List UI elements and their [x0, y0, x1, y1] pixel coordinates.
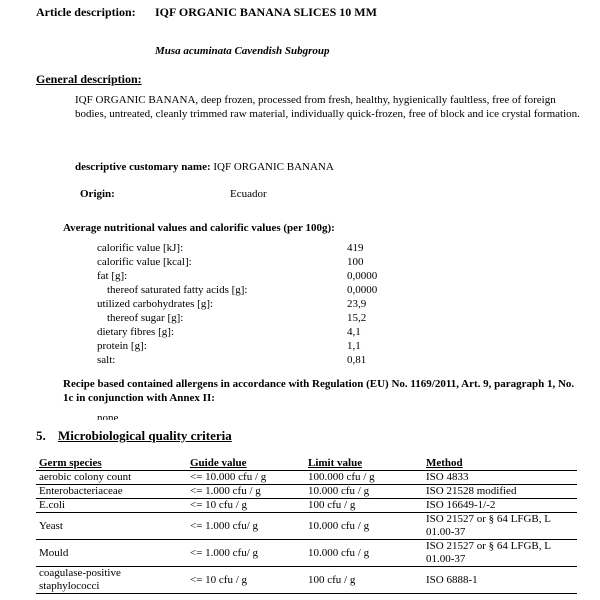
header-guide-value: Guide value — [187, 457, 305, 471]
customary-name — [75, 161, 334, 173]
nutrition-value: 100 — [347, 256, 364, 268]
limit-value-cell: 100 cfu / g — [305, 499, 423, 513]
origin-label: Origin: — [80, 188, 115, 200]
nutrition-label: thereof saturated fatty acids [g]: — [107, 284, 248, 296]
header-method: Method — [423, 457, 577, 471]
nutrition-value: 419 — [347, 242, 364, 254]
germ-species-cell: Enterobacteriaceae — [36, 485, 187, 499]
header-germ-species: Germ species — [36, 457, 187, 471]
nutrition-label: utilized carbohydrates [g]: — [97, 298, 214, 310]
origin-value: Ecuador — [230, 188, 267, 200]
nutrition-value: 0,0000 — [347, 270, 378, 282]
limit-value-cell: 10.000 cfu / g — [305, 513, 423, 540]
method-cell: ISO 21527 or § 64 LFGB, L 01.00-37 — [423, 540, 577, 567]
article-description-label: Article description: — [36, 5, 136, 19]
guide-value-cell: <= 1.000 cfu/ g — [187, 540, 305, 567]
method-cell: ISO 21528 modified — [423, 485, 577, 499]
method-cell: ISO 4833 — [423, 471, 577, 485]
limit-value-cell: 100 cfu / g — [305, 567, 423, 594]
guide-value-cell: <= 10 cfu / g — [187, 567, 305, 594]
germ-species-cell: aerobic colony count — [36, 471, 187, 485]
germ-species-cell: coagulase-positive staphylococci — [36, 567, 187, 594]
guide-value-cell: <= 1.000 cfu / g — [187, 485, 305, 499]
section-number: 5. — [36, 428, 46, 443]
nutrition-label: fat [g]: — [97, 270, 128, 282]
article-description-value: IQF ORGANIC BANANA SLICES 10 MM — [155, 5, 377, 19]
guide-value-cell: <= 10.000 cfu / g — [187, 471, 305, 485]
guide-value-cell: <= 1.000 cfu/ g — [187, 513, 305, 540]
germ-species-cell: Mould — [36, 540, 187, 567]
customary-name-value: IQF ORGANIC BANANA — [213, 161, 334, 173]
table-row — [36, 540, 577, 567]
nutrition-value: 15,2 — [347, 312, 367, 324]
table-row — [36, 567, 577, 594]
table-row — [36, 471, 577, 485]
micro-criteria-table — [36, 457, 577, 594]
limit-value-cell: 10.000 cfu / g — [305, 540, 423, 567]
table-row — [36, 499, 577, 513]
germ-species-cell: Yeast — [36, 513, 187, 540]
general-description-text: IQF ORGANIC BANANA, deep frozen, processed from fresh, healthy, hygienically faultless, free of foreign bodies, untreated, cleanly trimmed raw material, individually quick-frozen, free of block and ice crystal formation. — [75, 94, 580, 120]
nutrition-label: calorific value [kcal]: — [97, 256, 192, 268]
limit-value-cell: 100.000 cfu / g — [305, 471, 423, 485]
method-cell: ISO 21527 or § 64 LFGB, L 01.00-37 — [423, 513, 577, 540]
nutrition-table — [97, 242, 497, 367]
nutrition-value: 0,0000 — [347, 284, 378, 296]
nutrition-label: protein [g]: — [97, 340, 147, 352]
table-row — [36, 513, 577, 540]
general-description-heading: General description: — [36, 72, 142, 86]
customary-name-label: descriptive customary name: — [75, 161, 211, 173]
nutrition-value: 4,1 — [347, 326, 361, 338]
nutrition-heading: Average nutritional values and calorific values (per 100g): — [63, 222, 335, 234]
allergens-heading: Recipe based contained allergens in accordance with Regulation (EU) No. 1169/2011, Art. 9, paragraph 1, No. 1c in conjunction with Annex II: — [63, 378, 575, 404]
guide-value-cell: <= 10 cfu / g — [187, 499, 305, 513]
species-name: Musa acuminata Cavendish Subgroup — [155, 45, 330, 57]
nutrition-label: dietary fibres [g]: — [97, 326, 174, 338]
nutrition-value: 0,81 — [347, 354, 367, 366]
nutrition-value: 1,1 — [347, 340, 361, 352]
method-cell: ISO 16649-1/-2 — [423, 499, 577, 513]
germ-species-cell: E.coli — [36, 499, 187, 513]
nutrition-label: salt: — [97, 354, 116, 366]
table-header-row — [36, 457, 577, 471]
section-title: Microbiological quality criteria — [58, 428, 232, 443]
table-row — [36, 485, 577, 499]
header-limit-value: Limit value — [305, 457, 423, 471]
nutrition-label: thereof sugar [g]: — [107, 312, 184, 324]
allergens-value: none — [97, 412, 119, 420]
nutrition-value: 23,9 — [347, 298, 367, 310]
limit-value-cell: 10.000 cfu / g — [305, 485, 423, 499]
nutrition-label: calorific value [kJ]: — [97, 242, 184, 254]
method-cell: ISO 6888-1 — [423, 567, 577, 594]
